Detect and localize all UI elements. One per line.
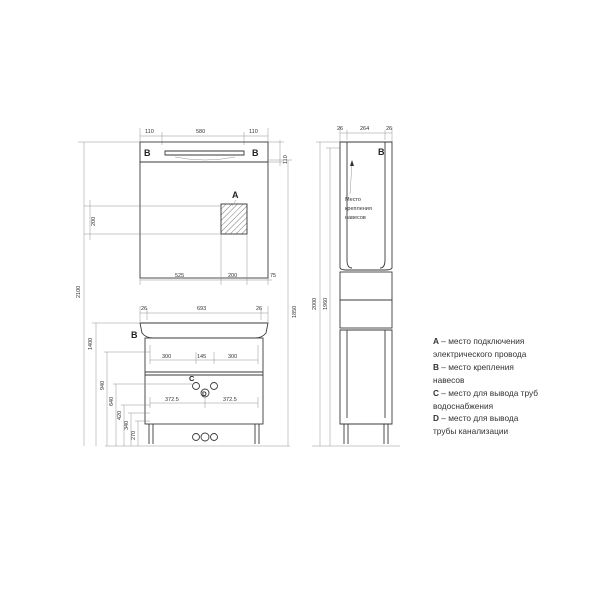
height-420: 420 <box>117 410 123 420</box>
legend <box>433 335 593 438</box>
vanity-label-b: B <box>131 330 138 340</box>
socket-area-a <box>221 204 247 234</box>
height-340: 340 <box>124 420 130 430</box>
vanity-label-c: C <box>189 374 195 383</box>
vanity-label-d: D <box>202 391 207 398</box>
legend-line-8: трубы канализации <box>433 426 509 437</box>
mirror-dim-left: 200 <box>91 216 97 226</box>
mirror-label-b-left: B <box>144 148 151 158</box>
cabinet-label-b: B <box>378 147 385 157</box>
legend-line-4: навесов <box>433 374 465 385</box>
cabinet-note-line-3: навесов <box>345 215 366 221</box>
vanity-dim-top-left: 26 <box>141 306 148 312</box>
height-270: 270 <box>131 430 137 440</box>
height-dimensions <box>76 142 298 446</box>
vanity-dim-top-center: 693 <box>197 306 207 312</box>
vanity-dim-top-right: 26 <box>256 306 263 312</box>
legend-line-7: D – место для вывода <box>433 413 519 424</box>
cabinet-middle-1 <box>340 272 392 300</box>
cabinet-height-1960: 1960 <box>323 297 329 310</box>
sink-top <box>140 323 268 338</box>
vanity-inner-dim-2: 145 <box>197 354 207 360</box>
legend-line-1: A – место подключения <box>433 336 525 346</box>
cabinet-dim-top-right: 26 <box>386 126 393 132</box>
cabinet-note-line-2: крепления <box>345 206 372 212</box>
cabinet-height-2000: 2000 <box>312 297 318 310</box>
mirror-dim-right: 110 <box>283 155 289 164</box>
mirror-dim-top-right: 110 <box>249 129 258 135</box>
cabinet-dim-top-left: 26 <box>337 126 344 132</box>
water-outlet-left <box>193 383 200 390</box>
water-outlet-right <box>211 383 218 390</box>
lamp-shape <box>165 151 244 155</box>
tall-cabinet-group <box>312 126 400 446</box>
mirror-dim-bottom-2: 200 <box>228 273 238 279</box>
mirror-dim-bottom-1: 525 <box>175 273 185 279</box>
legend-line-2: электрического провода <box>433 348 527 359</box>
mirror-label-b-right: B <box>252 148 259 158</box>
vanity-body <box>145 338 263 424</box>
vanity-lower-dim-1: 372.5 <box>165 397 179 403</box>
vanity-lower-dim-2: 372.5 <box>223 397 237 403</box>
vanity-inner-dim-3: 300 <box>228 354 238 360</box>
mirror-dim-bottom-3: 75 <box>270 273 277 279</box>
legend-line-5: C – место для вывода труб <box>433 387 538 398</box>
vanity-group <box>105 306 290 446</box>
legend-line-3: B – место крепления <box>433 361 514 372</box>
cabinet-note-line-1: Место <box>345 197 361 203</box>
mirror-group <box>84 128 289 285</box>
legend-line-6: водоснабжения <box>433 400 494 411</box>
vanity-inner-dim-1: 300 <box>162 354 172 360</box>
cabinet-dim-top-center: 264 <box>360 126 370 132</box>
height-940: 940 <box>100 380 106 390</box>
height-2100: 2100 <box>76 285 82 298</box>
height-1400: 1400 <box>88 337 94 350</box>
cabinet-middle-2 <box>340 300 392 328</box>
height-1850: 1850 <box>292 305 298 318</box>
height-640: 640 <box>109 396 115 406</box>
mirror-dim-top-center: 580 <box>196 129 206 135</box>
cabinet-lower <box>340 330 392 424</box>
mirror-label-a: A <box>232 190 239 200</box>
mirror-dim-top-left: 110 <box>145 129 154 135</box>
